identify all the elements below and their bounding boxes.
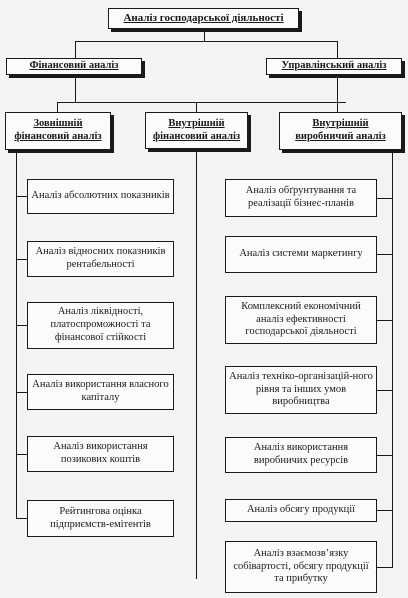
left-item-1: Аналіз абсолютних показників [27, 179, 174, 214]
left-item-5: Аналіз використання позикових коштів [27, 436, 174, 472]
left-item-3: Аналіз ліквідності, платоспроможності та фінансової стійкості [27, 302, 174, 349]
right-trunk [392, 150, 393, 568]
internal-down [196, 149, 197, 579]
left-branch-4 [16, 392, 27, 393]
right-branch-1 [377, 198, 392, 199]
left-branch-6 [16, 518, 27, 519]
root-box: Аналіз господарської діяльності [108, 8, 299, 29]
internal-financial-box: Внутрішній фінансовий аналіз [145, 112, 248, 149]
right-item-6: Аналіз обсягу продукції [225, 499, 377, 522]
connector-to-financial [75, 41, 76, 58]
connector-level1-bar [75, 41, 337, 42]
right-branch-2 [377, 254, 392, 255]
connector-level2-bar [57, 102, 346, 103]
connector-management-down [337, 75, 338, 112]
connector-financial-down [75, 75, 76, 102]
management-analysis-box: Управлінський аналіз [266, 58, 402, 75]
financial-analysis-box: Фінансовий аналіз [6, 58, 142, 75]
connector-root-down [204, 29, 205, 41]
right-branch-4 [377, 390, 392, 391]
connector-to-management [337, 41, 338, 58]
right-item-7: Аналіз взаємозв’язку собівартості, обсягу продукції та прибутку [225, 541, 377, 593]
left-branch-2 [16, 259, 27, 260]
left-trunk [16, 150, 17, 519]
internal-production-box: Внутрішній виробничий аналіз [279, 112, 402, 150]
left-item-4: Аналіз використання власного капіталу [27, 374, 174, 410]
left-item-2: Аналіз відносних показників рентабельності [27, 241, 174, 277]
right-branch-5 [377, 455, 392, 456]
right-branch-6 [377, 510, 392, 511]
external-financial-box: Зовнішній фінансовий аналіз [5, 112, 111, 150]
right-branch-3 [377, 320, 392, 321]
left-branch-3 [16, 325, 27, 326]
right-item-5: Аналіз використання виробничих ресурсів [225, 437, 377, 473]
connector-to-internal [196, 102, 197, 112]
right-branch-7 [377, 567, 392, 568]
right-item-1: Аналіз обґрунтування та реалізації бізнес-планів [225, 179, 377, 217]
right-item-2: Аналіз системи маркетингу [225, 236, 377, 273]
left-branch-5 [16, 454, 27, 455]
left-item-6: Рейтингова оцінка підприємств-емітентів [27, 500, 174, 537]
left-branch-1 [16, 196, 27, 197]
right-item-4: Аналіз техніко-організацій-ного рівня та інших умов виробництва [225, 366, 377, 414]
right-item-3: Комплексний економічний аналіз ефективності господарської діяльності [225, 296, 377, 344]
connector-to-external [57, 102, 58, 112]
